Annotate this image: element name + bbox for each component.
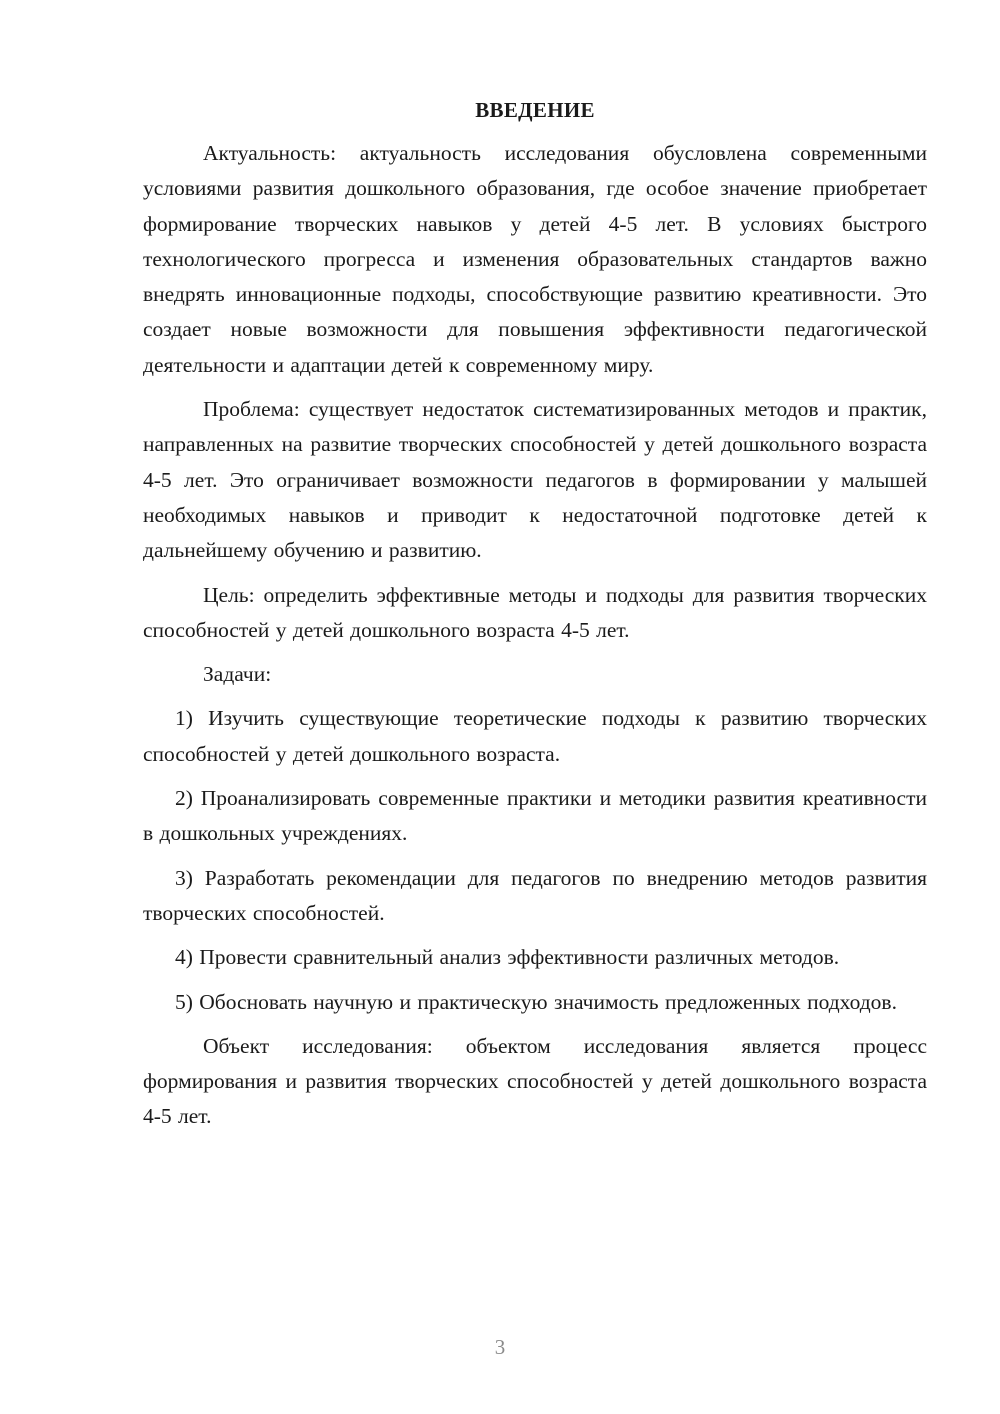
task-item-5: 5) Обосновать научную и практическую значимость предложенных подходов. (175, 989, 897, 1014)
goal-paragraph: Цель: определить эффективные методы и подходы для развития творческих способностей у детей дошкольного возраста 4-5 лет. (143, 582, 927, 642)
section-title: ВВЕДЕНИЕ (475, 98, 595, 122)
tasks-heading: Задачи: (203, 662, 272, 687)
task-item-1: 1) Изучить существующие теоретические подходы к развитию творческих способностей у детей дошкольного возраста. (143, 706, 927, 766)
task-item-4: 4) Провести сравнительный анализ эффективности различных методов. (175, 945, 840, 970)
object-paragraph: Объект исследования: объектом исследования является процесс формирования и развития творческих способностей у детей дошкольного возраста 4-5 лет. (143, 1033, 927, 1129)
page-number: 3 (494, 1335, 506, 1359)
document-page (143, 94, 927, 1144)
relevance-paragraph: Актуальность: актуальность исследования обусловлена современными условиями развития дошкольного образования, где особое значение приобретает формирование творческих навыков у детей 4-5 лет. В условиях быстрого технологического прогресса и изменения образовательных стандартов важно внедрять инновационные подходы, способствующие развитию креативности. Это создает новые возможности для повышения эффективности педагогической деятельности и адаптации детей к современному миру. (143, 141, 927, 377)
task-item-3: 3) Разработать рекомендации для педагогов по внедрению методов развития творческих способностей. (143, 865, 927, 925)
problem-paragraph: Проблема: существует недостаток систематизированных методов и практик, направленных на развитие творческих способностей у детей дошкольного возраста 4-5 лет. Это ограничивает возможности педагогов в формировании у малышей необходимых навыков и приводит к недостаточной подготовке детей к дальнейшему обучению и развитию. (143, 397, 927, 563)
task-item-2: 2) Проанализировать современные практики и методики развития креативности в дошкольных учреждениях. (143, 786, 927, 846)
